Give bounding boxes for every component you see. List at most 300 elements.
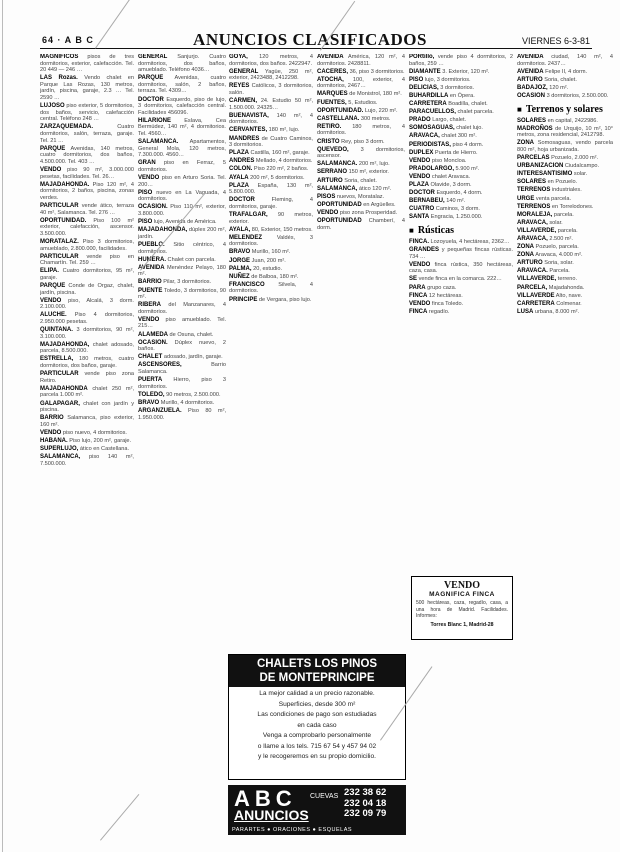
ad-keyword: SUPERLUJO, (40, 446, 79, 453)
ad-keyword: VENDO (317, 209, 339, 216)
ad-text: de Urquijo, 10 m², 10° metros, zona residencial, 2412798. (517, 125, 613, 139)
classified-ad (40, 124, 134, 144)
classified-ad (40, 239, 134, 252)
classified-ad (40, 401, 134, 414)
ad-text: Hierro, piso 3 dormitorios. (138, 377, 226, 390)
ad-text: chalet 250 m², parcela 1.000 m². (40, 385, 134, 399)
ad-keyword: VENDO (409, 261, 431, 268)
ad-keyword: PUEBLO. (138, 241, 165, 248)
ad-keyword: QUEVEDO, (317, 146, 349, 153)
classified-ad (229, 127, 313, 134)
ad-keyword: VENDO (138, 316, 160, 323)
classified-ad (229, 282, 313, 295)
classified-ad (517, 140, 613, 153)
ad-keyword: MELENDEZ (229, 234, 262, 241)
ad-text: vende piso 4 dormitorios, 2 baños, 259 … (409, 54, 513, 67)
ad-text: vende finca en la comarca. 222… (417, 276, 502, 283)
ad-text: chalet adosado, parcela, 8.500.000. (40, 341, 134, 355)
ad-text: Murillo, 160 m². (250, 249, 291, 256)
ad-keyword: BERNABEU, (409, 198, 445, 205)
ad-keyword: SALAMANCA. (317, 161, 358, 168)
ad-keyword: VILLAVERDE (517, 292, 555, 299)
ad-keyword: BUHARDILLA (409, 92, 449, 99)
classified-ad (229, 98, 313, 111)
classified-ad (409, 206, 513, 213)
ad-keyword: ARAVACA, (517, 219, 548, 226)
ad-text: Felipe II, 4 dorm. (543, 68, 588, 75)
classified-ad (517, 77, 613, 84)
ad-text: Piso 220 m², 2 baños. (252, 166, 309, 173)
ad-keyword: GRAN (138, 160, 156, 167)
ad-text: Cuatro dormitorios, 95 m², garaje. (40, 268, 134, 281)
classified-ad (229, 83, 313, 96)
classified-ad (409, 54, 513, 67)
abc-footer: PARARTES ● ORACIONES ● ESQUELAS (232, 827, 353, 833)
ad-text: Piso 120 m², 4 dormitorios, 2 baños, piscina, zonas verdes. (40, 181, 134, 201)
ad-keyword: SALAMANCA, (317, 185, 358, 192)
ad-keyword: PARCELA, (517, 284, 548, 291)
classified-ad (409, 125, 513, 132)
ad-text: Chalet con parcela. (166, 256, 216, 263)
classified-ad (40, 254, 134, 267)
classified-ad (317, 169, 405, 176)
abc-cuevas: CUEVAS (310, 793, 339, 800)
ad-text: 3 dormitorios, ascensor. (317, 146, 405, 160)
ad-keyword: VILLAVERDE, (517, 276, 557, 283)
ad-text: terreno. (556, 276, 578, 283)
column-5 (409, 54, 513, 849)
phone: 232 09 79 (344, 808, 387, 819)
classified-ad (40, 54, 134, 74)
ad-keyword: PARTICULAR (40, 253, 79, 260)
ad-keyword: ARTURO (517, 260, 543, 267)
ad-text: chalet 300 m². (439, 133, 477, 140)
ad-keyword: CARRETERA (409, 101, 447, 108)
ad-text: en Torrelodones. (550, 203, 594, 210)
classified-ad (409, 69, 513, 76)
ad-text: chalet Aravaca. (430, 173, 471, 180)
classified-ad (517, 126, 613, 139)
ad-text: Silvela, 4 dormitorios. (229, 281, 313, 295)
ad-keyword: AYALA, (229, 226, 251, 233)
ad-keyword: FINCA. (409, 238, 429, 245)
ad-text: piso Moncloa. (430, 157, 467, 164)
ad-text: 36, piso 3 dormitorios. (348, 68, 405, 75)
ad-keyword: PARCELAS (517, 155, 550, 162)
ad-text: 5.900 m². (454, 165, 480, 172)
ad-keyword: RETIRO. (317, 123, 342, 130)
classified-ad (138, 242, 226, 255)
classified-ad (138, 175, 226, 188)
ad-keyword: OCASION. (138, 339, 168, 346)
ad-keyword: OPORTUNIDAD. (40, 217, 87, 224)
ad-keyword: LUSA (517, 308, 534, 315)
classified-ad (40, 430, 134, 437)
classified-ad (517, 268, 613, 275)
ad-keyword: VENDO (409, 300, 431, 307)
classified-ad (409, 247, 513, 260)
classified-ad (138, 160, 226, 173)
ad-text: piso 140 m², 7.500.000. (40, 454, 134, 467)
ad-keyword: BARRIO (138, 279, 162, 286)
ad-text: 3 dormitorios, 90 m², 3.100.000. (40, 327, 134, 340)
chalets-line: La mejor calidad a un precio razonable. (259, 690, 375, 697)
classified-ad (138, 332, 226, 339)
chalets-line: Superficies, desde 300 m² (278, 700, 356, 708)
ad-keyword: OPORTUNIDAD. (317, 107, 364, 114)
ad-keyword: CRISTO (317, 138, 340, 145)
ad-keyword: FRANCISCO (229, 281, 265, 288)
ad-keyword: CARRETERA (517, 300, 555, 307)
classified-ad (317, 186, 405, 193)
ad-keyword: FUENTES, (317, 99, 347, 106)
classified-ad (517, 285, 613, 292)
classified-ad (229, 274, 313, 281)
ad-keyword: BRAVO (138, 399, 160, 406)
ad-keyword: ANDRES (229, 158, 255, 165)
ad-keyword: DOCTOR (138, 96, 164, 103)
ad-keyword: MANDRES (229, 135, 260, 142)
ad-text: de Vergara, piso lujo. (257, 296, 312, 303)
ad-text: Piso 110 m², exterior, 3.800.000. (138, 204, 226, 218)
classified-ad (409, 262, 513, 275)
classified-ad (138, 190, 226, 203)
ad-text: y pequeñas fincas rústicas. 734 … (409, 247, 513, 260)
ad-text: 100, exterior, 4 dormitorios, 2467… (317, 76, 405, 90)
ad-text: piso zona Prosperidad. (338, 209, 398, 216)
ad-text: 3 dormitorios, 2.500.000. (545, 92, 609, 99)
classified-ad (517, 155, 613, 162)
ad-keyword: HABANA. (40, 437, 68, 444)
chalets-line: Las condiciones de pago son estudiadas (257, 711, 377, 718)
ad-text: Avenidas, 140 metros, cuatro dormitorios, dos baños, 4.500.000. Tel. 403 … (40, 145, 134, 165)
ad-text: 12 hectáreas. (427, 292, 463, 299)
classified-ad (40, 371, 134, 384)
classified-ad (317, 100, 405, 107)
chalets-ad (228, 654, 406, 780)
column-6 (517, 54, 613, 849)
ad-keyword: DELICIAS, (409, 84, 439, 91)
classified-ad (138, 265, 226, 278)
ad-keyword: ARTURO (517, 76, 543, 83)
classified-ad (317, 210, 405, 217)
classified-ad (40, 415, 134, 428)
column-1 (40, 54, 134, 849)
ad-text: en Ópera. (448, 92, 475, 99)
classified-ad (229, 136, 313, 149)
classified-ad (517, 69, 613, 76)
ad-text: 20, estudio. (251, 265, 283, 272)
classified-ad (229, 249, 313, 256)
classified-ad (40, 167, 134, 180)
classified-ad (138, 204, 226, 217)
ad-text: Chamberí, 4 dorm. (317, 217, 405, 231)
classified-ad (317, 202, 405, 209)
ad-text: nuevos, Moratalaz. (335, 193, 385, 200)
ad-keyword: PARQUE (138, 75, 164, 82)
ad-keyword: SOLARES (517, 179, 547, 186)
abc-logo: ABC (234, 786, 297, 811)
classified-ad (40, 386, 134, 399)
classified-ad (409, 109, 513, 116)
ad-keyword: DUPLEX (409, 149, 434, 156)
classified-ad (409, 214, 513, 221)
classified-ad (317, 218, 405, 231)
classified-ad (138, 377, 226, 390)
ad-text: Aravaca, 4.000 m². (534, 252, 583, 259)
ad-keyword: PLAZA (229, 150, 249, 157)
classified-ad (229, 150, 313, 157)
ad-keyword: MAJADAHONDA (40, 385, 88, 392)
classified-ad (517, 93, 613, 100)
classified-ad (317, 108, 405, 115)
ad-text: industriales. (550, 187, 582, 194)
ad-text: piso, Alcalá, 3 dorm. 2.100.000. (40, 297, 134, 311)
classified-ad (138, 118, 226, 138)
classified-ad (138, 302, 226, 315)
classified-ad (40, 203, 134, 216)
ad-keyword: ZONA (517, 140, 534, 147)
ad-keyword: ARTURO (317, 177, 343, 184)
ad-keyword: ESTRELLA, (40, 356, 74, 363)
classified-ad (517, 212, 613, 219)
ad-text: piso 90 m², 3.000.000 pesetas, facilidades. Tel. 26… (40, 167, 134, 180)
ad-keyword: PISO (138, 189, 153, 196)
ad-text: Eslava, Cea Bermúdez, 140 m², 4 dormitorios. Tel. 4560… (138, 117, 226, 138)
ad-keyword: FINCA (409, 308, 428, 315)
ad-text: venta parcela. (534, 195, 572, 202)
ad-text: Somosaguas, vendo parcela 800 m², hoja urbanizada. (517, 140, 613, 153)
chalets-line: Venga a comprobarlo personalmente (262, 732, 372, 739)
ad-text: América, 120 m², 4 dormitorios. 2428811. (317, 54, 405, 67)
classified-ad (317, 54, 405, 67)
ad-keyword: VENDO (409, 173, 431, 180)
ad-keyword: GRANDES (409, 247, 440, 254)
ad-text: ático en Castellana. (78, 446, 130, 453)
ad-keyword: VENDO (138, 175, 160, 182)
ad-keyword: SOMOSAGUAS, (409, 125, 455, 132)
ad-text: adosado, jardín, garaje. (162, 354, 223, 361)
ad-text: 90 metros, exterior. (229, 211, 313, 225)
ad-keyword: PORtillo, (409, 54, 435, 60)
classified-ad (409, 133, 513, 140)
ad-keyword: PISO (138, 219, 153, 226)
ad-keyword: ARAVACA, (517, 235, 548, 242)
ad-text: 300 metros. (359, 115, 391, 122)
abc-anuncios-label: ANUNCIOS (234, 807, 309, 823)
classified-ad (40, 312, 134, 325)
ad-keyword: PALMA, (229, 265, 252, 272)
classified-ad (229, 175, 313, 182)
abc-phones (344, 788, 386, 820)
classified-ad (517, 252, 613, 259)
ad-text: Mellado, 4 dormitorios. (254, 158, 313, 165)
classified-ad (409, 190, 513, 197)
ad-keyword: MAJADAHONDA, (40, 341, 90, 348)
classified-ad (138, 317, 226, 330)
ad-keyword: OPORTUNIDAD (317, 217, 362, 224)
ad-keyword: JORGE (229, 257, 251, 264)
ad-text: 24. Estudio 50 m², 1.500.000. 24325… (229, 98, 313, 111)
ad-keyword: CUATRO (409, 206, 435, 213)
ad-keyword: PUENTE (138, 287, 163, 294)
classified-ad (409, 101, 513, 108)
classified-ad (138, 97, 226, 117)
ad-text: 140 m², 4 dormitorios. (229, 112, 313, 126)
ad-text: Salamanca, piso exterior, 160 m². (40, 415, 134, 428)
classified-ad (517, 276, 613, 283)
ad-keyword: GENERAL (229, 68, 259, 75)
ad-text: Lozoyuela, 4 hectáreas, 2362… (429, 238, 510, 245)
ad-keyword: PARQUE (40, 283, 66, 289)
ad-keyword: SOLARES (517, 117, 547, 124)
ad-text: Soria, solar. (542, 260, 574, 267)
classified-ad (409, 182, 513, 189)
ad-keyword: VENDO (40, 167, 62, 173)
ad-keyword: PISOS (317, 193, 336, 200)
ad-text: de Osuna, chalet. (168, 331, 214, 338)
ad-keyword: MARQUES (317, 91, 348, 98)
ad-keyword: MORATALAZ. (40, 238, 79, 245)
ad-keyword: TERRENOS (517, 187, 551, 194)
ad-text: Boadilla, chalet. (446, 101, 488, 108)
ad-text: grupo caza. (425, 284, 457, 291)
classified-ad (229, 197, 313, 210)
ad-text: 150 m², exterior. (347, 169, 389, 176)
ad-keyword: BADAJOZ, (517, 84, 548, 91)
chalets-title-1: CHALETS LOS PINOS (256, 658, 378, 670)
classified-ad (317, 77, 405, 90)
ad-keyword: MADROÑOS (517, 125, 553, 132)
ad-keyword: SANTA (409, 214, 430, 221)
ad-keyword: OPORTUNIDAD (317, 201, 362, 208)
ad-text: vende ático, terraza 40 m², Salamanca. Tel. 276 … (40, 202, 134, 216)
ad-text: Soria, chalet. (542, 76, 577, 83)
ad-keyword: PARTICULAR (40, 371, 79, 378)
classified-ad (138, 227, 226, 240)
ad-text: 5, Estudios. (346, 99, 378, 106)
ad-text: en Pozuelo. (546, 179, 578, 186)
ad-text: 200 m², 5 dormitorios. (248, 174, 305, 181)
classified-ad (229, 69, 313, 82)
classified-ad (138, 400, 226, 407)
ad-keyword: LAS Rozas. (40, 75, 78, 82)
ad-text: de Cuatro Caminos, 3 dormitorios. (229, 135, 313, 149)
classified-ad (317, 139, 405, 146)
classified-ad (409, 293, 513, 300)
ad-keyword: PRADO (409, 117, 431, 124)
ad-keyword: DOCTOR (229, 197, 255, 204)
ad-keyword: TRAFALGAR, (229, 211, 268, 218)
classified-ad (517, 54, 613, 67)
ad-keyword: VENDO (409, 157, 431, 164)
classified-ad (409, 142, 513, 149)
classified-ad (229, 266, 313, 273)
classified-ad (317, 116, 405, 123)
ad-text: piso amueblado. Tel. 215… (138, 316, 226, 330)
ad-text: parcela. (552, 211, 574, 218)
classified-ad (40, 342, 134, 355)
classified-ad (40, 327, 134, 340)
ad-keyword: PERIODISTAS, (409, 141, 451, 148)
ad-text: dúplex 200 m², jardín. (138, 227, 226, 240)
ad-keyword: MAJADAHONDA. (40, 181, 90, 188)
ad-keyword: CARMEN, (229, 98, 257, 105)
classified-ad (517, 260, 613, 267)
ad-keyword: CASTELLANA. (317, 115, 360, 122)
ad-keyword: ARAVACA, (409, 133, 440, 140)
classified-ad (317, 194, 405, 201)
ad-keyword: GENERAL (138, 54, 168, 60)
ad-text: Engracia, 1.250.000. (429, 214, 483, 221)
ad-keyword: ALUCHE. (40, 312, 67, 319)
ad-keyword: PISO (409, 76, 424, 83)
ad-keyword: SERRANO (317, 169, 348, 176)
classified-ad (40, 283, 134, 296)
ad-keyword: GALAPAGAR, (40, 400, 80, 407)
ad-keyword: HUMERA. (138, 256, 166, 263)
page-date: VIERNES 6-3-81 (521, 36, 590, 46)
ad-keyword: ATOCHA, (317, 76, 344, 83)
classified-ad (229, 258, 313, 265)
ad-text: Ciudalcampo. (563, 163, 600, 170)
ad-keyword: VILLAVERDE, (517, 227, 557, 234)
classified-ad (138, 408, 226, 421)
phone: 232 38 62 (344, 787, 387, 798)
classified-ad (409, 198, 513, 205)
ad-text: Dúplex nuevo, 2 baños. (138, 339, 226, 353)
classified-ad (317, 147, 405, 160)
ad-keyword: CERVANTES, (229, 127, 268, 134)
classified-ad (138, 354, 226, 361)
ad-keyword: PARA (409, 284, 426, 291)
ad-keyword: SALAMANCA, (40, 454, 81, 461)
ad-text: Barrio Salamanca. (138, 362, 226, 376)
ad-text: urbana, 8.000 m². (533, 308, 580, 315)
vendo-subtitle: MAGNIFICA FINCA (429, 591, 495, 598)
classified-ad (40, 146, 134, 166)
ad-text: Largo, chalet. (430, 117, 467, 124)
classified-ad (229, 183, 313, 196)
ad-text: de Balboa, 180 m². (249, 273, 299, 280)
ad-text: lujo, 3 dormitorios. (423, 76, 471, 83)
ad-text: chalet lujo. (454, 125, 483, 132)
ad-keyword: INTERESANTISIMO (517, 171, 573, 178)
section-heading (409, 225, 513, 236)
classified-ad (409, 166, 513, 173)
classified-ad (317, 178, 405, 185)
ad-text: regadío. (427, 308, 450, 315)
classified-ad (317, 161, 405, 168)
classified-ad (409, 309, 513, 316)
page-edge (2, 0, 3, 852)
bullet-icon: ■ (517, 104, 522, 114)
abc-anuncios-ad (228, 785, 406, 835)
classified-ad (409, 174, 513, 181)
ad-text: 3. Exterior, 120 m². (440, 68, 490, 75)
ad-text: Murillo, 4 dormitorios. (159, 399, 215, 406)
ad-text: Valdés, 3 dormitorios. (229, 234, 313, 248)
classified-ad (517, 187, 613, 194)
classified-ad (40, 356, 134, 369)
classified-ad (40, 103, 134, 123)
vendo-finca-ad (411, 576, 513, 640)
ad-keyword: CACERES, (317, 68, 349, 75)
ad-keyword: PARTICULAR (40, 202, 79, 209)
ad-text: Fleming, 4 dormitorios, garaje. (229, 197, 313, 210)
ad-keyword: TERRENOS (517, 203, 551, 210)
ad-keyword: MAGNIFICOS (40, 54, 79, 60)
